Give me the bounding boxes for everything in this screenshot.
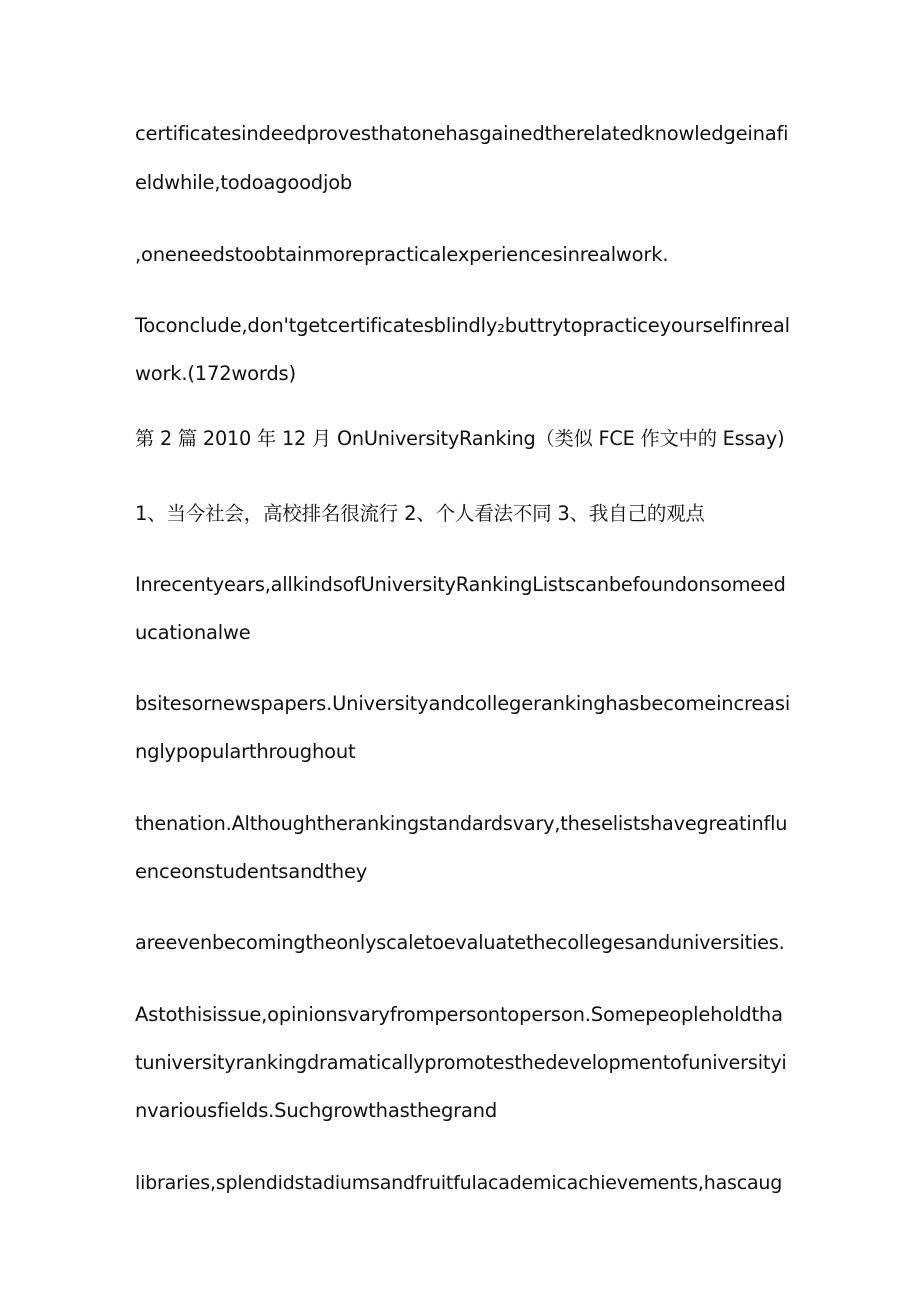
text-line: nglypopularthroughout (135, 740, 356, 763)
text-line: nvariousfields.Suchgrowthasthegrand (135, 1099, 498, 1122)
text-line: tuniversityrankingdramaticallypromotesthedevelopmentofuniversityi (135, 1051, 787, 1074)
text-line: eldwhile,todoagoodjob (135, 171, 353, 194)
text-line: enceonstudentsandthey (135, 860, 368, 883)
outline-line: 1、当今社会，高校排名很流行 2、个人看法不同 3、我自己的观点 (135, 502, 705, 525)
text-line: Inrecentyears,allkindsofUniversityRankingListscanbefoundonsomeed (135, 573, 786, 596)
text-line: Astothisissue,opinionsvaryfrompersontoperson.Somepeopleholdtha (135, 1003, 783, 1026)
text-line: libraries,splendidstadiumsandfruitfulacademicachievements,hascaug (135, 1172, 783, 1194)
section-heading: 第 2 篇 2010 年 12 月 OnUniversityRanking（类似 FCE 作文中的 Essay) (135, 427, 785, 450)
text-line: ucationalwe (135, 621, 251, 644)
text-line: areevenbecomingtheonlyscaletoevaluatethecollegesanduniversities. (135, 931, 785, 954)
text-line: ,oneneedstoobtainmorepracticalexperiencesinrealwork. (135, 243, 669, 266)
text-line: thenation.Althoughtherankingstandardsvary,theselistshavegreatinflu (135, 812, 788, 835)
text-line: work.(172words) (135, 362, 296, 385)
text-line: certificatesindeedprovesthatonehasgainedtherelatedknowledgeinafi (135, 122, 789, 145)
text-line: Toconclude,don'tgetcertificatesblindly₂buttrytopracticeyourselfinreal (135, 314, 790, 337)
text-line: bsitesornewspapers.Universityandcollegerankinghasbecomeincreasi (135, 692, 791, 715)
